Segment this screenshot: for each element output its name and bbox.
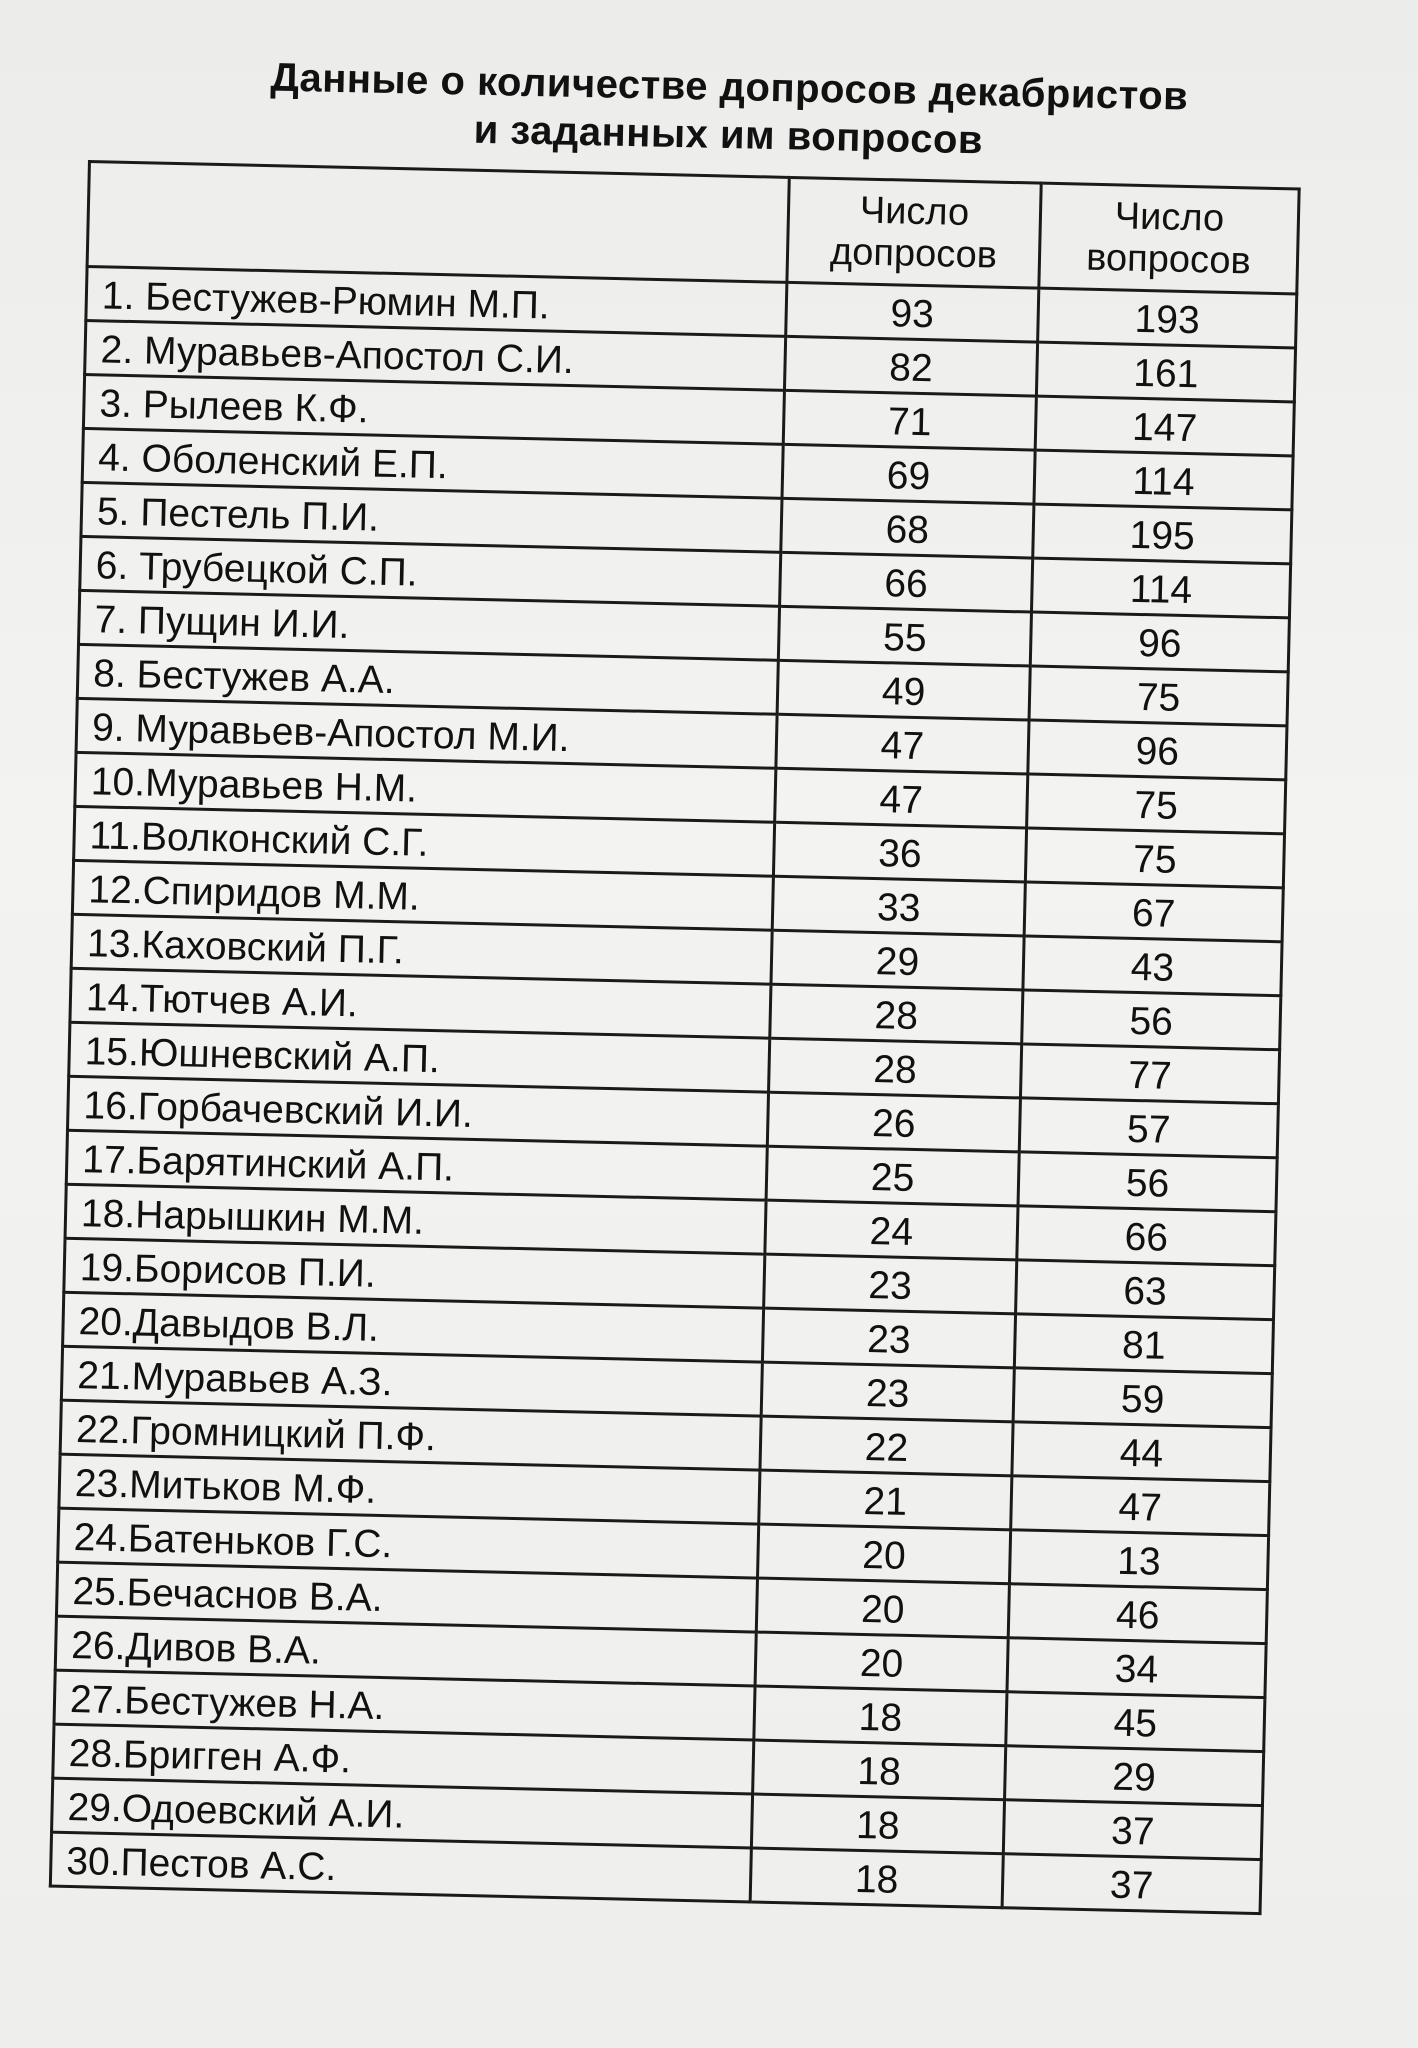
row-interrogations-cell: 71 (783, 390, 1036, 450)
row-name-cell: 20.Давыдов В.Л. (63, 1292, 764, 1362)
row-interrogations-cell: 20 (758, 1524, 1011, 1584)
row-interrogations-cell: 93 (786, 282, 1039, 342)
row-questions-cell: 56 (1018, 1152, 1277, 1212)
title-line-1: Данные о количестве допросов декабристов (270, 55, 1189, 119)
row-questions-cell: 96 (1028, 720, 1287, 780)
row-interrogations-cell: 36 (773, 822, 1026, 882)
row-questions-cell: 81 (1014, 1314, 1273, 1374)
row-questions-cell: 13 (1009, 1530, 1268, 1590)
row-questions-cell: 56 (1022, 990, 1281, 1050)
row-name-cell: 8. Бестужев А.А. (77, 644, 778, 714)
row-interrogations-cell: 49 (777, 660, 1030, 720)
row-name-cell: 30.Пестов А.С. (50, 1832, 751, 1902)
header-interrogations: Число допросов (787, 177, 1041, 288)
row-interrogations-cell: 18 (754, 1686, 1007, 1746)
row-name-cell: 26.Дивов В.А. (55, 1616, 756, 1686)
row-name-cell: 5. Пестель П.И. (81, 482, 782, 552)
row-questions-cell: 37 (1003, 1800, 1262, 1860)
row-questions-cell: 67 (1024, 882, 1283, 942)
row-questions-cell: 77 (1020, 1044, 1279, 1104)
row-interrogations-cell: 22 (760, 1416, 1013, 1476)
row-interrogations-cell: 28 (770, 984, 1023, 1044)
row-questions-cell: 44 (1012, 1422, 1271, 1482)
row-interrogations-cell: 55 (778, 606, 1031, 666)
row-name-cell: 29.Одоевский А.И. (52, 1778, 753, 1848)
row-name-cell: 1. Бестужев-Рюмин М.П. (86, 267, 787, 337)
row-interrogations-cell: 20 (756, 1578, 1009, 1638)
row-questions-cell: 57 (1019, 1098, 1278, 1158)
row-interrogations-cell: 25 (766, 1146, 1019, 1206)
row-interrogations-cell: 23 (761, 1362, 1014, 1422)
header-name (87, 162, 789, 283)
row-interrogations-cell: 18 (753, 1740, 1006, 1800)
row-questions-cell: 75 (1029, 666, 1288, 726)
row-questions-cell: 195 (1033, 504, 1292, 564)
row-questions-cell: 114 (1031, 558, 1290, 618)
row-interrogations-cell: 24 (765, 1200, 1018, 1260)
table-body (50, 267, 1296, 1914)
row-questions-cell: 96 (1030, 612, 1289, 672)
row-name-cell: 13.Каховский П.Г. (71, 914, 772, 984)
table-container (49, 160, 1298, 1915)
row-name-cell: 6. Трубецкой С.П. (80, 536, 781, 606)
row-interrogations-cell: 18 (751, 1794, 1004, 1854)
row-questions-cell: 59 (1013, 1368, 1272, 1428)
row-name-cell: 3. Рылеев К.Ф. (83, 374, 784, 444)
row-name-cell: 9. Муравьев-Апостол М.И. (76, 698, 777, 768)
row-interrogations-cell: 18 (750, 1848, 1003, 1908)
row-interrogations-cell: 33 (772, 876, 1025, 936)
row-name-cell: 14.Тютчев А.И. (70, 968, 771, 1038)
row-interrogations-cell: 66 (780, 552, 1033, 612)
row-questions-cell: 46 (1008, 1584, 1267, 1644)
row-name-cell: 25.Бечаснов В.А. (56, 1562, 757, 1632)
row-questions-cell: 147 (1035, 396, 1294, 456)
row-interrogations-cell: 21 (759, 1470, 1012, 1530)
row-name-cell: 16.Горбачевский И.И. (67, 1076, 768, 1146)
row-questions-cell: 45 (1006, 1692, 1265, 1752)
row-name-cell: 11.Волконский С.Г. (74, 806, 775, 876)
row-questions-cell: 66 (1017, 1206, 1276, 1266)
row-questions-cell: 114 (1034, 450, 1293, 510)
row-name-cell: 15.Юшневский А.П. (69, 1022, 770, 1092)
row-interrogations-cell: 47 (775, 768, 1028, 828)
row-questions-cell: 34 (1007, 1638, 1266, 1698)
row-interrogations-cell: 68 (781, 498, 1034, 558)
row-name-cell: 28.Бригген А.Ф. (53, 1724, 754, 1794)
row-interrogations-cell: 26 (767, 1092, 1020, 1152)
row-interrogations-cell: 47 (776, 714, 1029, 774)
row-interrogations-cell: 69 (782, 444, 1035, 504)
row-name-cell: 12.Спиридов М.М. (72, 860, 773, 930)
row-questions-cell: 37 (1002, 1854, 1261, 1914)
row-questions-cell: 29 (1005, 1746, 1264, 1806)
row-questions-cell: 193 (1038, 288, 1297, 348)
row-name-cell: 10.Муравьев Н.М. (75, 752, 776, 822)
row-questions-cell: 47 (1011, 1476, 1270, 1536)
row-name-cell: 21.Муравьев А.З. (61, 1346, 762, 1416)
row-name-cell: 24.Батеньков Г.С. (58, 1508, 759, 1578)
row-name-cell: 22.Громницкий П.Ф. (60, 1400, 761, 1470)
row-name-cell: 7. Пущин И.И. (79, 590, 780, 660)
row-name-cell: 4. Оболенский Е.П. (82, 428, 783, 498)
row-name-cell: 17.Барятинский А.П. (66, 1130, 767, 1200)
header-questions: Число вопросов (1039, 183, 1299, 294)
row-interrogations-cell: 28 (769, 1038, 1022, 1098)
row-interrogations-cell: 23 (762, 1308, 1015, 1368)
document-title (198, 52, 1260, 170)
row-name-cell: 23.Митьков М.Ф. (59, 1454, 760, 1524)
title-line-2: и заданных им вопросов (473, 107, 984, 163)
row-questions-cell: 161 (1036, 342, 1295, 402)
row-questions-cell: 75 (1027, 774, 1286, 834)
interrogations-table (49, 160, 1301, 1915)
row-name-cell: 2. Муравьев-Апостол С.И. (85, 320, 786, 390)
row-name-cell: 19.Борисов П.И. (64, 1238, 765, 1308)
row-name-cell: 18.Нарышкин М.М. (65, 1184, 766, 1254)
row-questions-cell: 63 (1016, 1260, 1275, 1320)
row-name-cell: 27.Бестужев Н.А. (54, 1670, 755, 1740)
row-questions-cell: 75 (1025, 828, 1284, 888)
row-interrogations-cell: 20 (755, 1632, 1008, 1692)
row-interrogations-cell: 23 (764, 1254, 1017, 1314)
row-questions-cell: 43 (1023, 936, 1282, 996)
row-interrogations-cell: 29 (771, 930, 1024, 990)
row-interrogations-cell: 82 (784, 336, 1037, 396)
